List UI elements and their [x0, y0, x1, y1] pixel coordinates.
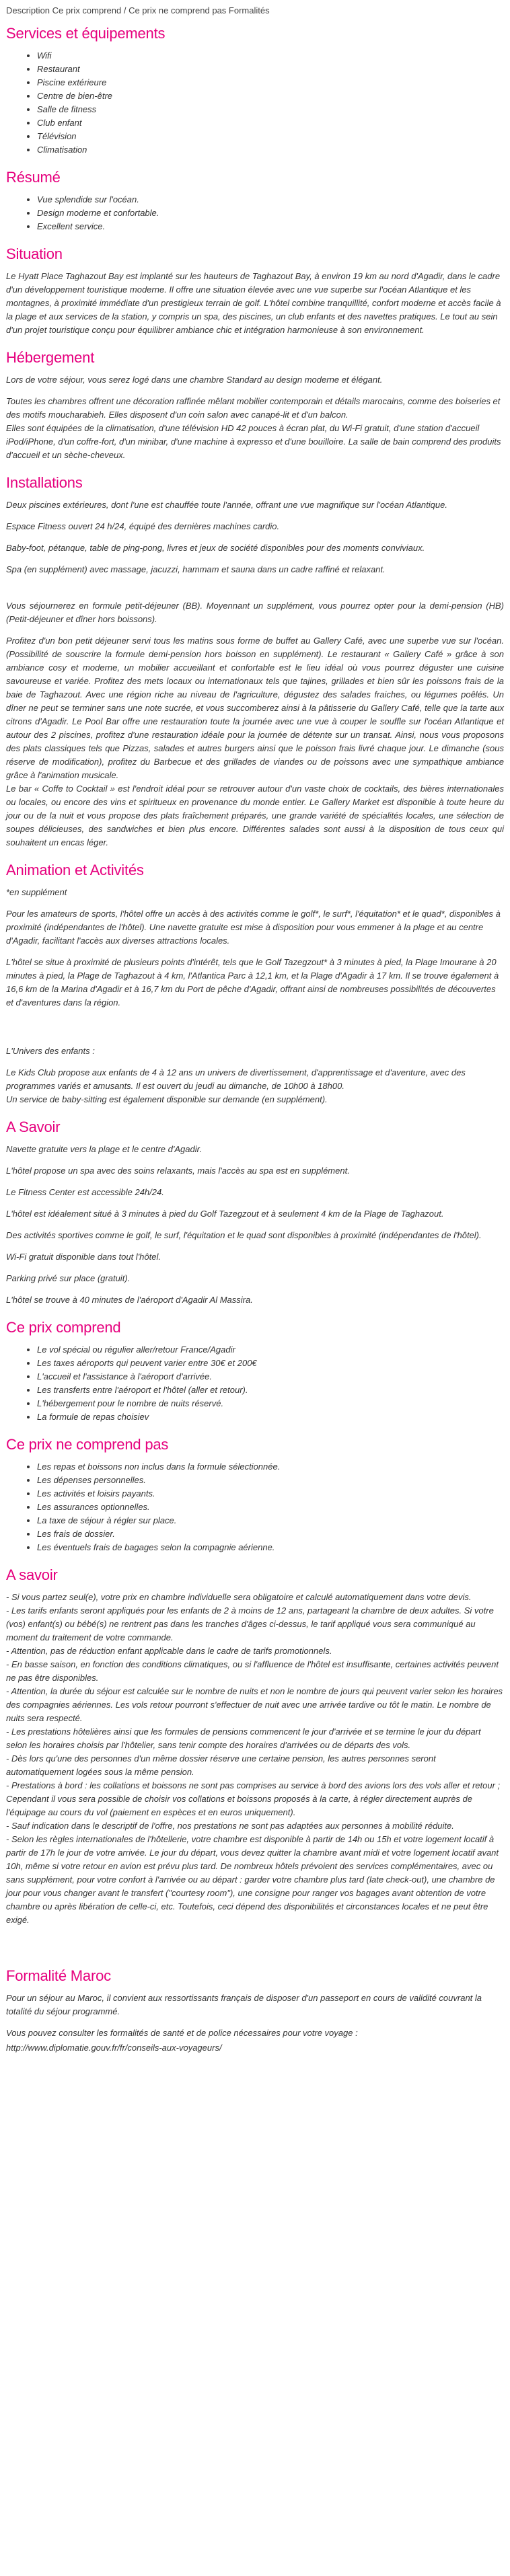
asavoir1-p6: Wi-Fi gratuit disponible dans tout l'hôtel.: [6, 1252, 161, 1262]
list-item: • Vue splendide sur l'océan.: [37, 193, 504, 206]
list-item: • Club enfant: [37, 116, 504, 130]
tabs-line: Description Ce prix comprend / Ce prix ne comprend pas Formalités: [6, 5, 270, 15]
list-item: • Excellent service.: [37, 220, 504, 233]
asavoir1-p8: L'hôtel se trouve à 40 minutes de l'aéroport d'Agadir Al Massira.: [6, 1295, 253, 1305]
asavoir2-title: A savoir: [6, 1566, 58, 1583]
list-item: • L'accueil et l'assistance à l'aéroport d'arrivée.: [37, 1370, 504, 1384]
animation-p2: L'hôtel se situe à proximité de plusieurs points d'intérêt, tels que le Golf Tazegzout* à 3 minutes à pied, la Plage Imourane à 20 minutes à pied, la Plage de Taghazout à 4 km, l'Atlantica Parc à 12,1 km, et la Plage d'Agadir à 17 km. Il se trouve également à 16,6 km de la Marina d'Agadir et à 16,7 km du Port de pêche d'Agadir, offrant ainsi de nombreuses possibilités de découvertes et d'aventures dans la région.: [6, 957, 499, 1008]
list-item: • Les assurances optionnelles.: [37, 1501, 504, 1514]
divider: [6, 1018, 504, 1045]
list-item: • L'hébergement pour le nombre de nuits réservé.: [37, 1397, 504, 1410]
list-item: • Les éventuels frais de bagages selon la compagnie aérienne.: [37, 1541, 504, 1554]
list-item: • Les activités et loisirs payants.: [37, 1487, 504, 1501]
hebergement-p1: Lors de votre séjour, vous serez logé dans une chambre Standard au design moderne et élégant.: [6, 375, 383, 385]
comprend-title: Ce prix comprend: [6, 1319, 121, 1336]
animation-title: Animation et Activités: [6, 862, 144, 878]
resume-list: [6, 193, 504, 233]
list-item: • Design moderne et confortable.: [37, 206, 504, 220]
installations-p2: Espace Fitness ouvert 24 h/24, équipé des dernières machines cardio.: [6, 521, 280, 531]
hebergement-title: Hébergement: [6, 349, 95, 366]
situation-text: Le Hyatt Place Taghazout Bay est implanté sur les hauteurs de Taghazout Bay, à environ 19 km au nord d'Agadir, dans le cadre d'un développement touristique moderne. Il offre une situation élevée avec une vue superbe sur l'océan Atlantique et les montagnes, à proximité immédiate d'un prestigieux terrain de golf. L'hôtel combine tranquillité, confort moderne et accès facile à la plage et aux services de la station, y compris un spa, des piscines, un club enfants et des navettes pratiques. Le tout au sein d'un projet touristique conçu pour équilibrer ambiance chic et intégration harmonieuse à son environnement.: [6, 271, 501, 335]
services-title: Services et équipements: [6, 25, 166, 42]
restauration-p2: Profitez d'un bon petit déjeuner servi tous les matins sous forme de buffet au Gallery Café, avec une superbe vue sur l'océan. (Possibilité de souscrire la formule demi-pension hors boisson en supplément). Le restaurant « Gallery Café » grâce à son ambiance cosy et moderne, un mobilier accueillant et confortable est le lieu idéal où vous pourrez déguster une cuisine savoureuse et variée. Profitez des mets locaux ou internationaux tels que tajines, grillades et bien sûr les poissons frais de la baie de Taghazout. Avec une région riche au niveau de l'agriculture, dégustez des salades fraiches, ou légumes poêlés. Un dîner ne peut se terminer sans une note sucrée, et vous succomberez ainsi à la pâtisserie du Gallery Café, telle que la tarte aux citrons d'Agadir. Le Pool Bar offre une restauration toute la journée avec une vue à couper le souffle sur l'océan Atlantique et autour des 2 piscines, profitez d'une restauration idéale pour la journée de détente sur un transat. Ainsi, nous vous proposons des plats classiques tels que Pizzas, salades et autres burgers ainsi que le poisson frais livré chaque jour. Le dimanche (sous réserve de modification), profitez du Barbecue et des grillades de viandes ou de poissons avec une sympathique ambiance grâce à l'animation musicale. Le bar « Coffe to Cocktail » est l'endroit idéal pour se retrouver autour d'un vaste choix de cocktails, des bières internationales ou locales, ou encore des vins et spiritueux en provenance du monde entier. Le Gallery Market est disponible à toute heure du jour ou de la nuit et vous propose des plats fraîchement préparés, une grande variété de spécialités locales, une sélection de soupes délicieuses, des sandwiches et bien plus encore. Différentes salades sont aussi à la disposition de tous ceux qui souhaitent un encas léger.: [6, 636, 504, 847]
installations-p4: Spa (en supplément) avec massage, jacuzzi, hammam et sauna dans un cadre raffiné et relaxant.: [6, 564, 386, 574]
asavoir1-p5: Des activités sportives comme le golf, le surf, l'équitation et le quad sont disponibles à proximité (indépendantes de l'hôtel).: [6, 1230, 482, 1240]
ne-comprend-title: Ce prix ne comprend pas: [6, 1436, 169, 1453]
asavoir1-p3: Le Fitness Center est accessible 24h/24.: [6, 1187, 164, 1197]
list-item: • Les taxes aéroports qui peuvent varier entre 30€ et 200€: [37, 1357, 504, 1370]
list-item: • Télévision: [37, 130, 504, 143]
animation-note: *en supplément: [6, 887, 67, 897]
asavoir1-p7: Parking privé sur place (gratuit).: [6, 1273, 131, 1283]
services-list: [6, 49, 504, 157]
ne-comprend-list: [6, 1460, 504, 1554]
situation-title: Situation: [6, 245, 63, 262]
list-item: • Les repas et boissons non inclus dans la formule sélectionnée.: [37, 1460, 504, 1474]
list-item: • Climatisation: [37, 143, 504, 157]
asavoir1-title: A Savoir: [6, 1119, 61, 1135]
installations-p1: Deux piscines extérieures, dont l'une est chauffée toute l'année, offrant une vue magnifique sur l'océan Atlantique.: [6, 500, 447, 510]
list-item: • Piscine extérieure: [37, 76, 504, 89]
list-item: • Le vol spécial ou régulier aller/retour France/Agadir: [37, 1343, 504, 1357]
restauration-p1: Vous séjournerez en formule petit-déjeuner (BB). Moyennant un supplément, vous pourrez opter pour la demi-pension (HB) (Petit-déjeuner et dîner hors boissons).: [6, 601, 504, 624]
animation-p1: Pour les amateurs de sports, l'hôtel offre un accès à des activités comme le golf*, le surf*, l'équitation* et le quad*, disponibles à proximité (indépendantes de l'hôtel). Une navette gratuite est mise à disposition pour vous emmener à la plage et au centre d'Agadir, facilitant l'accès aux diverses attractions locales.: [6, 909, 501, 946]
formalite-title: Formalité Maroc: [6, 1967, 111, 1984]
list-item: • La taxe de séjour à régler sur place.: [37, 1514, 504, 1527]
diplomatie-link[interactable]: http://www.diplomatie.gouv.fr/fr/conseils-aux-voyageurs/: [6, 2043, 222, 2053]
list-item: • Restaurant: [37, 63, 504, 76]
list-item: • Les dépenses personnelles.: [37, 1474, 504, 1487]
list-item: • Les transferts entre l'aéroport et l'hôtel (aller et retour).: [37, 1384, 504, 1397]
list-item: • Wifi: [37, 49, 504, 63]
resume-title: Résumé: [6, 169, 61, 186]
hebergement-p2: Toutes les chambres offrent une décoration raffinée mêlant mobilier contemporain et détails marocains, comme des boiseries et des motifs moucharabieh. Elles disposent d'un coin salon avec canapé-lit et d'un balcon. Elles sont équipées de la climatisation, d'une télévision HD 42 pouces à écran plat, du Wi-Fi gratuit, d'une station d'accueil iPod/iPhone, d'un coffre-fort, d'un minibar, d'une machine à expresso et d'une bouilloire. La salle de bain comprend des produits d'accueil et un sèche-cheveux.: [6, 396, 501, 460]
list-item: • Centre de bien-être: [37, 89, 504, 103]
animation-p4: Le Kids Club propose aux enfants de 4 à 12 ans un univers de divertissement, d'apprentissage et d'aventure, avec des programmes variés et amusants. Il est ouvert du jeudi au dimanche, de 10h00 à 18h00. Un service de baby-sitting est également disponible sur demande (en supplément).: [6, 1067, 466, 1104]
asavoir2-text: - Si vous partez seul(e), votre prix en chambre individuelle sera obligatoire et calculé automatiquement dans votre devis. - Les tarifs enfants seront appliqués pour les enfants de 2 à moins de 12 ans, partageant la chambre de deux adultes. Si votre (vos) enfant(s) ou bébé(s) ne rentrent pas dans les tranches d'âges ci-dessus, le tarif appliqué vous sera communiqué au moment du traitement de votre commande. - Attention, pas de réduction enfant applicable dans le cadre de tarifs promotionnels. - En basse saison, en fonction des conditions climatiques, ou si l'affluence de l'hôtel est insuffisante, certaines activités peuvent ne pas être disponibles. - Attention, la durée du séjour est calculée sur le nombre de nuits et non le nombre de jours qui peuvent varier selon les horaires des compagnies aériennes. Les vols retour pourront s'effectuer de nuit avec une arrivée tardive ou tôt le matin. Le nombre de nuits sera respecté. - Les prestations hôtelières ainsi que les formules de pensions commencent le jour d'arrivée et se termine le jour du départ selon les horaires choisis par l'hôtelier, sans tenir compte des horaires d'arrivées ou de départs des vols. - Dès lors qu'une des personnes d'un même dossier réserve une certaine pension, les autres personnes seront automatiquement logées sous la même pension. - Prestations à bord : les collations et boissons ne sont pas comprises au service à bord des avions lors des vols aller et retour ; Cependant il vous sera possible de choisir vos collations et boissons proposés à la carte, à régler directement auprès de l'équipage au cours du vol (paiement en espèces et en euros uniquement). - Sauf indication dans le descriptif de l'offre, nos prestations ne sont pas adaptées aux personnes à mobilité réduite. - Selon les règles internationales de l'hôtellerie, votre chambre est disponible à partir de 14h ou 15h et votre logement locatif à partir de 17h le jour de votre arrivée. Le jour du départ, vous devez quitter la chambre avant midi et votre logement locatif avant 10h, même si votre retour en avion est prévu plus tard. De nombreux hôtels prévoient des services complémentaires, avec ou sans supplément, pour votre confort à l'arrivée ou au départ : garder votre chambre plus tard (late check-out), une chambre de jour pour vous changer avant le transfert ("courtesy room"), une consigne pour ranger vos bagages avant obtention de votre chambre ou après libération de celle-ci, etc. Toutefois, ceci dépend des disponibilités et circonstances locales et ne peut être exigé.: [6, 1592, 503, 1925]
divider: [6, 584, 504, 599]
comprend-list: [6, 1343, 504, 1424]
asavoir1-p2: L'hôtel propose un spa avec des soins relaxants, mais l'accès au spa est en supplément.: [6, 1166, 350, 1176]
list-item: • La formule de repas choisiev: [37, 1410, 504, 1424]
installations-p3: Baby-foot, pétanque, table de ping-pong, livres et jeux de société disponibles pour des moments conviviaux.: [6, 543, 425, 553]
asavoir1-p4: L'hôtel est idéalement situé à 3 minutes à pied du Golf Tazegzout et à seulement 4 km de la Plage de Taghazout.: [6, 1209, 444, 1219]
formalite-p1: Pour un séjour au Maroc, il convient aux ressortissants français de disposer d'un passeport en cours de validité couvrant la totalité du séjour programmé.: [6, 1993, 482, 2016]
asavoir1-p1: Navette gratuite vers la plage et le centre d'Agadir.: [6, 1144, 203, 1154]
divider: [6, 1935, 504, 1955]
list-item: • Salle de fitness: [37, 103, 504, 116]
installations-title: Installations: [6, 474, 83, 491]
formalite-p2: Vous pouvez consulter les formalités de santé et de police nécessaires pour votre voyage :: [6, 2028, 358, 2038]
animation-p3: L'Univers des enfants :: [6, 1046, 95, 1056]
list-item: • Les frais de dossier.: [37, 1527, 504, 1541]
